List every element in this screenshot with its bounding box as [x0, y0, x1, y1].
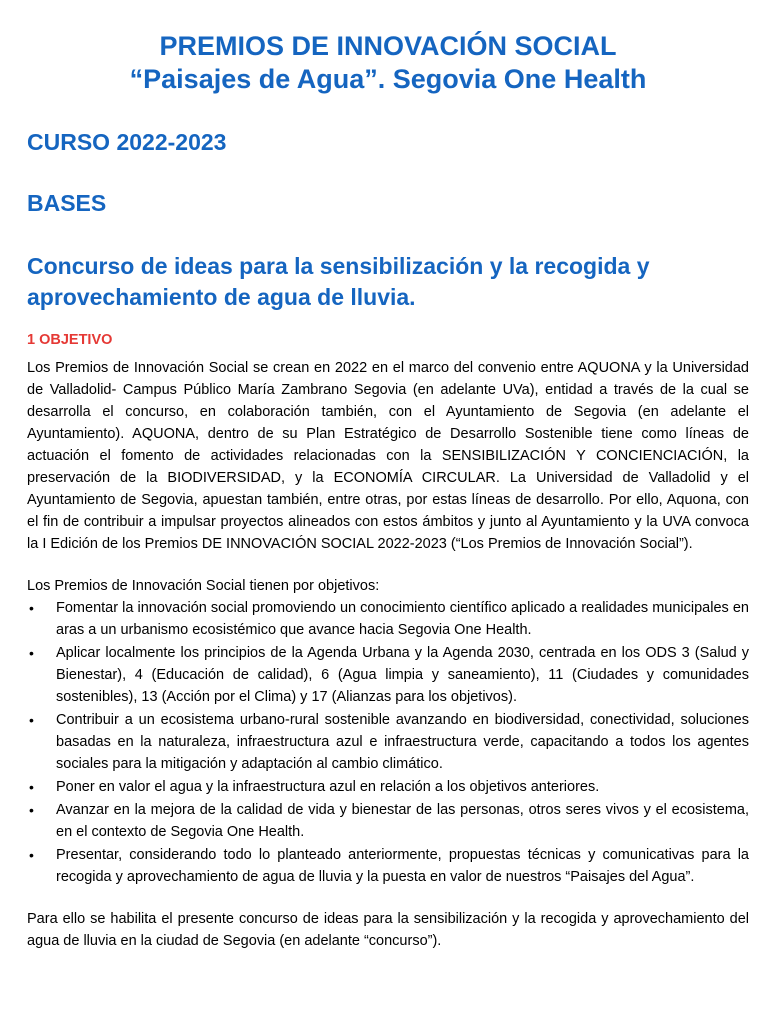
objectives-list [27, 597, 749, 888]
list-item [27, 844, 749, 888]
bullet-icon: • [29, 847, 34, 863]
list-item [27, 597, 749, 641]
objective-intro-paragraph: Los Premios de Innovación Social se crean en 2022 en el marco del convenio entre AQUONA y la Universidad de Valladolid- Campus Público María Zambrano Segovia (en adelante UVa), entidad a través de la cual se desarrolla el concurso, en colaboración también, con el Ayuntamiento de Segovia (en adelante el Ayuntamiento). AQUONA, dentro de su Plan Estratégico de Desarrollo Sostenible tiene como líneas de actuación el fomento de actividades relacionadas con la SENSIBILIZACIÓN Y CONCIENCIACIÓN, la preservación de la BIODIVERSIDAD, y la ECONOMÍA CIRCULAR. La Universidad de Valladolid y el Ayuntamiento de Segovia, apuestan también, entre otras, por estas líneas de desarrollo. Por ello, Aquona, con el fin de contribuir a impulsar proyectos alineados con estos ámbitos y junto al Ayuntamiento y la UVA convoca la I Edición de los Premios DE INNOVACIÓN SOCIAL 2022-2023 (“Los Premios de Innovación Social”). [27, 360, 749, 552]
bases-heading: BASES [27, 190, 107, 216]
objective-text: Avanzar en la mejora de la calidad de vida y bienestar de las personas, otros seres vivos y el ecosistema, en el contexto de Segovia One Health. [56, 802, 749, 840]
bullet-icon: • [29, 779, 34, 795]
objective-text: Fomentar la innovación social promoviendo un conocimiento científico aplicado a realidades municipales en aras a un urbanismo ecosistémico que avance hacia Segovia One Health. [56, 600, 749, 638]
objectives-intro: Los Premios de Innovación Social tienen por objetivos: [27, 578, 380, 594]
list-item [27, 642, 749, 708]
course-heading: CURSO 2022-2023 [27, 129, 227, 155]
bullet-icon: • [29, 600, 34, 616]
objective-text: Presentar, considerando todo lo planteado anteriormente, propuestas técnicas y comunicativas para la recogida y aprovechamiento de agua de lluvia y la puesta en valor de nuestros “Paisajes del Agua”. [56, 847, 749, 885]
objective-text: Contribuir a un ecosistema urbano-rural sostenible avanzando en biodiversidad, conectividad, soluciones basadas en la naturaleza, infraestructura azul e infraestructura verde, capacitando a todos los agentes sociales para la mitigación y adaptación al cambio climático. [56, 712, 749, 772]
objective-text: Poner en valor el agua y la infraestructura azul en relación a los objetivos anteriores. [56, 779, 600, 795]
section-1-title: 1 OBJETIVO [27, 332, 113, 348]
objective-text: Aplicar localmente los principios de la Agenda Urbana y la Agenda 2030, centrada en los ODS 3 (Salud y Bienestar), 4 (Educación de calidad), 6 (Agua limpia y saneamiento), 11 (Ciudades y comunidades sostenibles), 13 (Acción por el Clima) y 17 (Alianzas para los objetivos). [56, 645, 749, 705]
list-item [27, 709, 749, 775]
document-page [27, 30, 749, 952]
bullet-icon: • [29, 712, 34, 728]
bullet-icon: • [29, 645, 34, 661]
title-line-1: PREMIOS DE INNOVACIÓN SOCIAL [159, 31, 617, 61]
closing-paragraph: Para ello se habilita el presente concurso de ideas para la sensibilización y la recogida y aprovechamiento del agua de lluvia en la ciudad de Segovia (en adelante “concurso”). [27, 911, 749, 949]
list-item [27, 799, 749, 843]
contest-title: Concurso de ideas para la sensibilización y la recogida y aprovechamiento de agua de lluvia. [27, 253, 650, 310]
bullet-icon: • [29, 802, 34, 818]
list-item [27, 776, 749, 798]
document-title [27, 30, 749, 96]
title-line-2: “Paisajes de Agua”. Segovia One Health [129, 64, 647, 94]
